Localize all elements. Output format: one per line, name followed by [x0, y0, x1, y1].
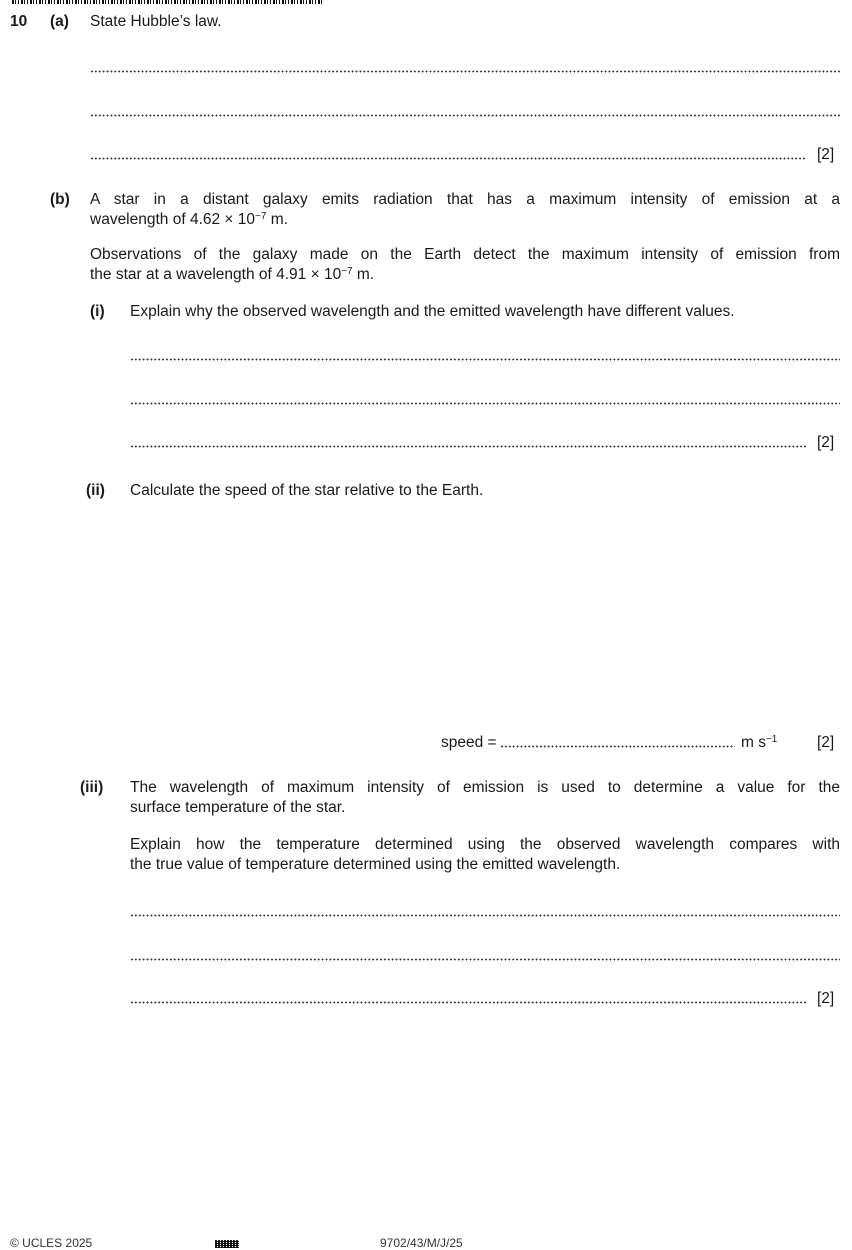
part-b-ii-text: Calculate the speed of the star relative to the Earth. — [130, 482, 484, 499]
footer-qr-code — [215, 1240, 239, 1248]
answer-line-b-iii-3[interactable] — [130, 1001, 806, 1004]
marks-b-i: [2] — [817, 434, 835, 451]
question-number: 10 — [10, 13, 28, 30]
answer-line-a-2[interactable] — [90, 114, 840, 117]
answer-line-a-3[interactable] — [90, 157, 806, 160]
speed-answer-prefix: speed = — [441, 734, 497, 751]
part-b-iii-line1: The wavelength of maximum intensity of emission is used to determine a value for the — [130, 779, 840, 796]
speed-answer-field[interactable] — [500, 745, 735, 748]
answer-line-a-1[interactable] — [90, 70, 840, 73]
speed-unit — [741, 733, 777, 753]
part-b-i-text: Explain why the observed wavelength and the emitted wavelength have different values. — [130, 303, 735, 320]
part-b-intro-line2 — [90, 210, 288, 230]
part-b-intro-line2-pre: wavelength of 4.62 × 10 — [90, 211, 256, 228]
answer-line-b-iii-2[interactable] — [130, 958, 840, 961]
part-b-ii-label: (ii) — [86, 482, 105, 499]
marks-b-ii: [2] — [817, 734, 835, 751]
speed-unit-exponent: −1 — [765, 734, 778, 745]
answer-line-b-iii-1[interactable] — [130, 914, 840, 917]
part-b-iii-line2: surface temperature of the star. — [130, 799, 346, 816]
part-b-i-label: (i) — [90, 303, 105, 320]
part-b-obs-line2-pre: the star at a wavelength of 4.91 × 10 — [90, 266, 342, 283]
part-b-intro-exponent: −7 — [255, 211, 267, 222]
footer-copyright: © UCLES 2025 — [10, 1236, 93, 1250]
marks-b-iii: [2] — [817, 990, 835, 1007]
answer-line-b-i-3[interactable] — [130, 445, 806, 448]
part-b-iii-line3: Explain how the temperature determined using the observed wavelength compares with — [130, 836, 840, 853]
marks-a: [2] — [817, 146, 835, 163]
part-a-label: (a) — [50, 13, 69, 30]
answer-line-b-i-2[interactable] — [130, 402, 840, 405]
part-b-iii-line4: the true value of temperature determined using the emitted wavelength. — [130, 856, 621, 873]
footer-paper-code: 9702/43/M/J/25 — [380, 1236, 463, 1250]
part-b-intro-line2-post: m. — [266, 211, 288, 228]
part-b-obs-line2 — [90, 265, 374, 285]
part-b-intro-line1: A star in a distant galaxy emits radiation that has a maximum intensity of emission at a — [90, 191, 840, 208]
answer-line-b-i-1[interactable] — [130, 358, 840, 361]
part-b-iii-label: (iii) — [80, 779, 104, 796]
part-b-obs-exponent: −7 — [341, 266, 353, 277]
part-a-text: State Hubble’s law. — [90, 13, 222, 30]
part-b-obs-line2-post: m. — [352, 266, 375, 283]
top-barcode — [12, 0, 324, 4]
speed-unit-text: m s — [741, 734, 766, 751]
part-b-label: (b) — [50, 191, 70, 208]
part-b-obs-line1: Observations of the galaxy made on the Earth detect the maximum intensity of emission from — [90, 246, 840, 263]
